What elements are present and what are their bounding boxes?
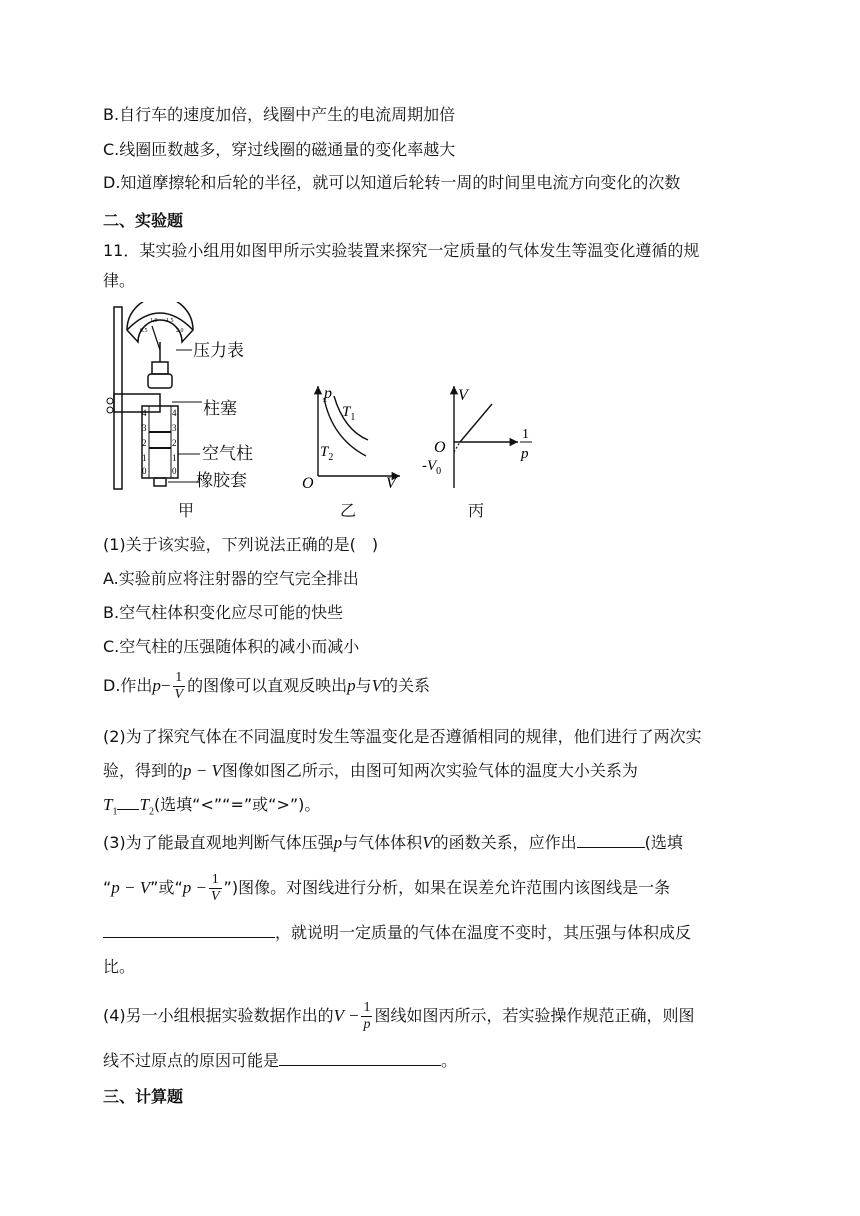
p1-option-c: C.空气柱的压强随体积的减小而减小 (103, 637, 360, 656)
p3-line3: ，就说明一定质量的气体在温度不变时，其压强与体积成反 (103, 922, 691, 944)
option-c: C.线圈匝数越多，穿过线圈的磁通量的变化率越大 (103, 140, 456, 159)
p1-question: (1)关于该实验，下列说法正确的是( ) (103, 535, 379, 554)
label-air-column: 空气柱 (202, 444, 253, 464)
t2-symbol: $T_2$ (139, 795, 154, 818)
p3-line1: (3)为了能最直观地判断气体压强p与气体体积V的函数关系，应作出 (选填 (103, 833, 683, 852)
scale-number: 4 (142, 408, 147, 418)
p3-line2: “p − V”或“p − $\frac{1}{V}$ ”)图像。对图线进行分析，如果在误差允许范围内该图线是一条 (103, 872, 671, 904)
p2-line2: 验，得到的p − V图像如图乙所示，由图可知两次实验气体的温度大小关系为 (103, 761, 638, 780)
option-d: D.知道摩擦轮和后轮的半径，就可以知道后轮转一周的时间里电流方向变化的次数 (103, 173, 681, 192)
bing-x-axis-den: p (521, 446, 529, 462)
answer-blank-line-shape[interactable] (103, 923, 275, 938)
q11-stem-line2: 律。 (103, 271, 136, 290)
scale-number: 4 (172, 408, 177, 418)
bing-origin-label: O (434, 439, 446, 456)
t1-symbol: $T_1$ (103, 795, 118, 818)
answer-blank-graph-type[interactable] (577, 833, 645, 848)
figure-bing-v-inverse-p-graph (420, 380, 550, 490)
gauge-tick: 0.5 (140, 328, 148, 334)
scale-number: 3 (172, 423, 177, 433)
p3-line4: 比。 (103, 957, 136, 976)
section-heading-experiment: 二、实验题 (103, 211, 184, 230)
yi-curve-t2-label: $T_2$ (320, 444, 334, 463)
scale-number: 1 (142, 453, 147, 463)
gauge-tick: 1.0 (150, 318, 158, 324)
q11-stem-line1: 11．某实验小组用如图甲所示实验装置来探究一定质量的气体发生等温变化遵循的规 (103, 241, 700, 260)
p4-line1: (4)另一小组根据实验数据作出的V − $\frac{1}{p}$ 图线如图丙所示，若实验操作规范正确，则图 (103, 1000, 695, 1032)
p1-option-a: A.实验前应将注射器的空气完全排出 (103, 569, 359, 588)
caption-jia: 甲 (178, 501, 195, 520)
scale-number: 1 (172, 453, 177, 463)
yi-y-axis-label: p (324, 385, 332, 402)
bing-intercept-label: $-V_0$ (422, 458, 442, 477)
figure-yi-pv-graph (296, 378, 406, 490)
answer-blank-t[interactable] (117, 795, 139, 810)
scale-number: 3 (142, 423, 147, 433)
yi-x-axis-label: V (386, 475, 396, 490)
option-b: B.自行车的速度加倍，线圈中产生的电流周期加倍 (103, 105, 456, 124)
p1-option-d: D.作出p− $\frac{1}{V}$ 的图像可以直观反映出p与V的关系 (103, 670, 431, 702)
label-piston: 柱塞 (203, 399, 237, 419)
scale-number: 0 (142, 466, 147, 476)
yi-curve-t1-label: $T_1$ (342, 404, 356, 423)
caption-yi: 乙 (340, 501, 357, 520)
yi-origin-label: O (302, 475, 314, 490)
p1-option-b: B.空气柱体积变化应尽可能的快些 (103, 603, 344, 622)
gauge-tick: 1.5 (166, 318, 174, 324)
caption-bing: 丙 (468, 501, 485, 520)
section-heading-calculation: 三、计算题 (103, 1087, 184, 1106)
bing-y-axis-label: V (458, 387, 468, 404)
scale-number: 2 (142, 438, 147, 448)
p2-line3: $T_1$ $T_2$(选填“<”“=”或“>”)。 (103, 795, 321, 818)
p2-line1: (2)为了探究气体在不同温度时发生等温变化是否遵循相同的规律，他们进行了两次实 (103, 727, 702, 746)
answer-blank-reason[interactable] (279, 1051, 441, 1066)
label-pressure-gauge: 压力表 (193, 341, 244, 361)
scale-number: 2 (172, 438, 177, 448)
gauge-tick: 2.0 (176, 328, 184, 334)
p4-line2: 线不过原点的原因可能是 。 (103, 1051, 458, 1070)
label-rubber-cap: 橡胶套 (196, 471, 247, 491)
scale-number: 0 (172, 466, 177, 476)
bing-x-axis-num: 1 (522, 427, 529, 442)
